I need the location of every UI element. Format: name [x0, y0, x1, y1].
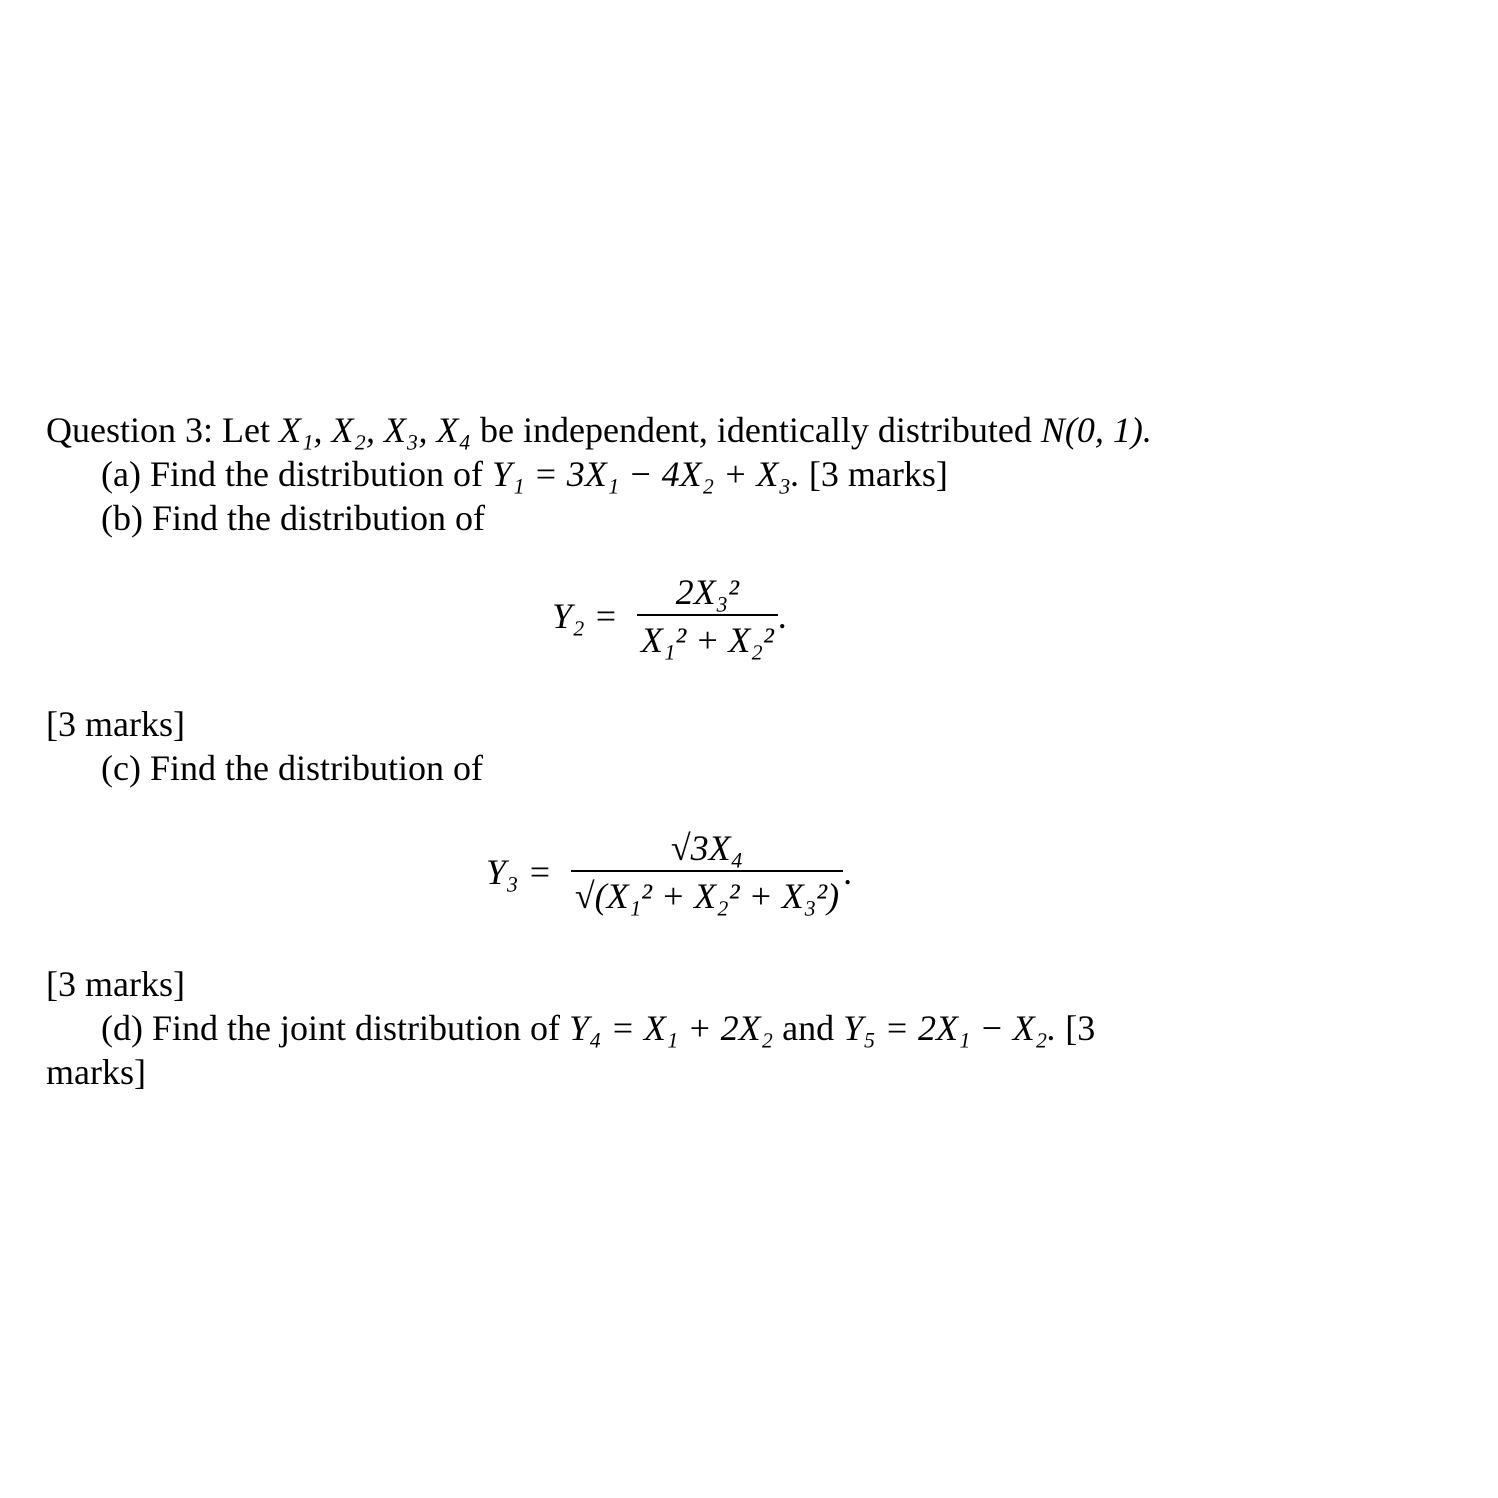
part-b [101, 496, 485, 540]
question-intro-text: Let [222, 410, 270, 450]
part-a-marks: [3 marks] [808, 454, 948, 494]
question-label: Question 3: [46, 410, 213, 450]
part-b-display-equation [552, 572, 787, 660]
part-d-label: (d) Find the joint distribution of [101, 1008, 560, 1048]
part-b-period: . [777, 596, 787, 636]
part-b-denominator: X₁² + X₂² [637, 614, 778, 660]
part-c-label: (c) Find the distribution of [101, 748, 483, 788]
part-b-lhs: Y₂ = [552, 596, 618, 636]
part-a-label: (a) Find the distribution of [101, 454, 483, 494]
part-d-marks-end: marks] [46, 1052, 146, 1092]
question-line [46, 408, 1152, 452]
part-b-fraction [637, 572, 778, 660]
part-c-period: . [843, 852, 853, 892]
part-c-fraction [571, 828, 843, 916]
part-b-label: (b) Find the distribution of [101, 498, 485, 538]
part-b-numerator: 2X₃² [675, 572, 739, 612]
part-d [101, 1006, 1095, 1050]
part-d-eq1: Y₄ = X₁ + 2X₂ [568, 1008, 774, 1048]
part-c-lhs: Y₃ = [486, 852, 552, 892]
part-c-numerator: √3X₄ [670, 828, 744, 868]
question-intro-rest: be independent, identically distributed [480, 410, 1032, 450]
part-c [101, 746, 483, 790]
part-b-marks: [3 marks] [46, 704, 185, 744]
part-a-equation: Y₁ = 3X₁ − 4X₂ + X₃. [491, 454, 800, 494]
part-a [101, 452, 948, 496]
part-d-marks-start: [3 [1065, 1008, 1096, 1048]
question-variables: X₁, X₂, X₃, X₄ [278, 410, 472, 450]
part-c-marks: [3 marks] [46, 964, 185, 1004]
part-d-and: and [782, 1008, 835, 1048]
part-d-eq2: Y₅ = 2X₁ − X₂. [843, 1008, 1057, 1048]
part-c-display-equation [486, 828, 852, 916]
question-distribution: N(0, 1). [1040, 410, 1152, 450]
part-c-denominator: √(X₁² + X₂² + X₃²) [571, 870, 843, 916]
